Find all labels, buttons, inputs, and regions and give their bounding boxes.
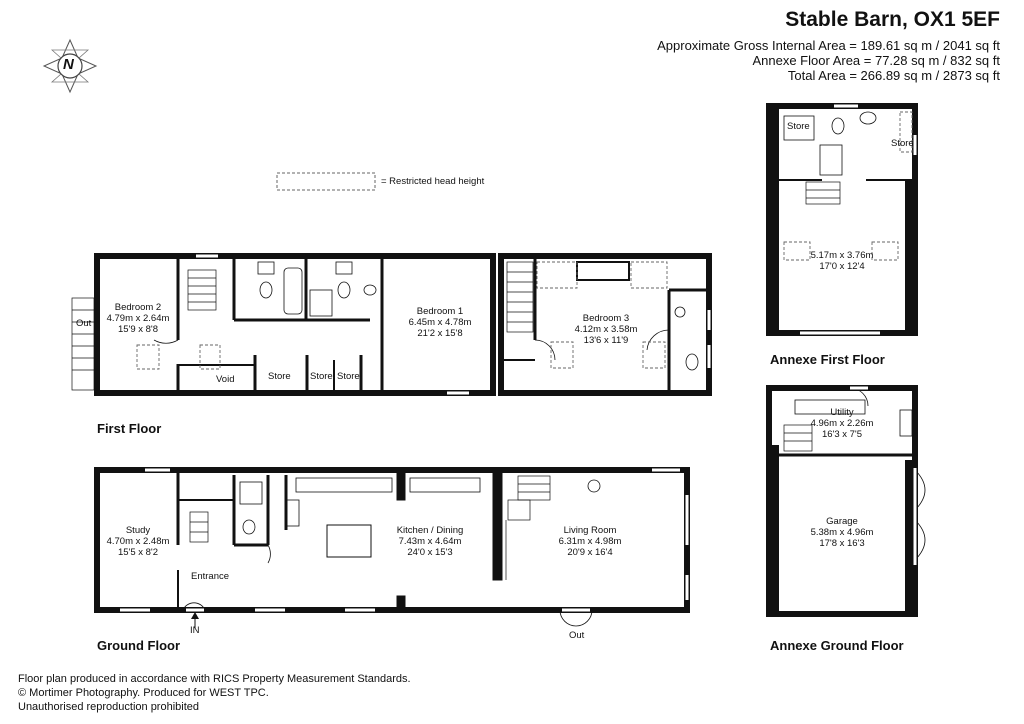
- room-imperial: 17'0 x 12'4: [819, 261, 865, 272]
- restricted-head-height-swatch: [277, 173, 375, 190]
- compass-north-label: N: [63, 56, 74, 73]
- entrance-label: Entrance: [191, 571, 230, 582]
- room-imperial: 21'2 x 15'8: [417, 328, 463, 339]
- void-label: Void: [216, 374, 235, 385]
- room-name: Utility: [830, 407, 854, 418]
- room-imperial: 15'9 x 8'8: [117, 324, 159, 335]
- footer-standards: Floor plan produced in accordance with RICS Property Measurement Standards.: [18, 673, 411, 685]
- room-name: Garage: [826, 516, 858, 527]
- store-label: Store: [268, 371, 291, 382]
- room-name: Bedroom 3: [582, 313, 630, 324]
- room-imperial: 16'3 x 7'5: [821, 429, 863, 440]
- room-name: Bedroom 1: [416, 306, 464, 317]
- property-title: Stable Barn, OX1 5EF: [785, 8, 1000, 31]
- room-kitchen-dining: [380, 525, 480, 558]
- annexe-first-floor-label: Annexe First Floor: [770, 352, 885, 367]
- out-label: Out: [569, 630, 585, 641]
- room-metric: 6.45m x 4.78m: [408, 317, 472, 328]
- store-label: Store: [891, 138, 914, 149]
- total-area: Total Area = 266.89 sq m / 2873 sq ft: [787, 68, 1000, 83]
- footer-reproduction: Unauthorised reproduction prohibited: [18, 701, 200, 713]
- ground-floor-label: Ground Floor: [97, 638, 181, 653]
- room-annexe-first: [792, 250, 892, 272]
- store-label: Store: [310, 371, 333, 382]
- store-label: Store: [337, 371, 360, 382]
- room-garage: [792, 516, 892, 549]
- first-floor-label: First Floor: [97, 421, 162, 436]
- room-metric: 4.12m x 3.58m: [574, 324, 638, 335]
- room-imperial: 20'9 x 16'4: [567, 547, 613, 558]
- room-metric: 4.79m x 2.64m: [106, 313, 170, 324]
- store-label: Store: [787, 121, 810, 132]
- room-name: Study: [125, 525, 151, 536]
- room-imperial: 13'6 x 11'9: [583, 335, 629, 346]
- gross-internal-area: Approximate Gross Internal Area = 189.61 sq m / 2041 sq ft: [657, 38, 1000, 53]
- room-imperial: 24'0 x 15'3: [407, 547, 453, 558]
- room-metric: 4.96m x 2.26m: [810, 418, 874, 429]
- room-metric: 7.43m x 4.64m: [398, 536, 462, 547]
- room-bedroom-3: [556, 313, 656, 346]
- annexe-ground-floor-label: Annexe Ground Floor: [770, 638, 904, 653]
- legend-text: = Restricted head height: [381, 176, 485, 187]
- footer-copyright: © Mortimer Photography. Produced for WEST TPC.: [18, 687, 269, 699]
- room-imperial: 15'5 x 8'2: [117, 547, 159, 558]
- room-utility: [802, 407, 882, 440]
- room-bedroom-1: [388, 306, 492, 339]
- room-name: Kitchen / Dining: [396, 525, 464, 536]
- room-bedroom-2: [98, 302, 178, 335]
- room-study: [100, 525, 176, 558]
- room-living-room: [540, 525, 640, 558]
- room-metric: 4.70m x 2.48m: [106, 536, 170, 547]
- room-metric: 5.38m x 4.96m: [810, 527, 874, 538]
- room-metric: 5.17m x 3.76m: [810, 250, 874, 261]
- in-label: IN: [190, 625, 200, 636]
- annexe-floor-area: Annexe Floor Area = 77.28 sq m / 832 sq ft: [752, 53, 1000, 68]
- room-imperial: 17'8 x 16'3: [819, 538, 865, 549]
- room-name: Bedroom 2: [114, 302, 162, 313]
- room-name: Living Room: [563, 525, 617, 536]
- out-label: Out: [76, 318, 92, 329]
- room-metric: 6.31m x 4.98m: [558, 536, 622, 547]
